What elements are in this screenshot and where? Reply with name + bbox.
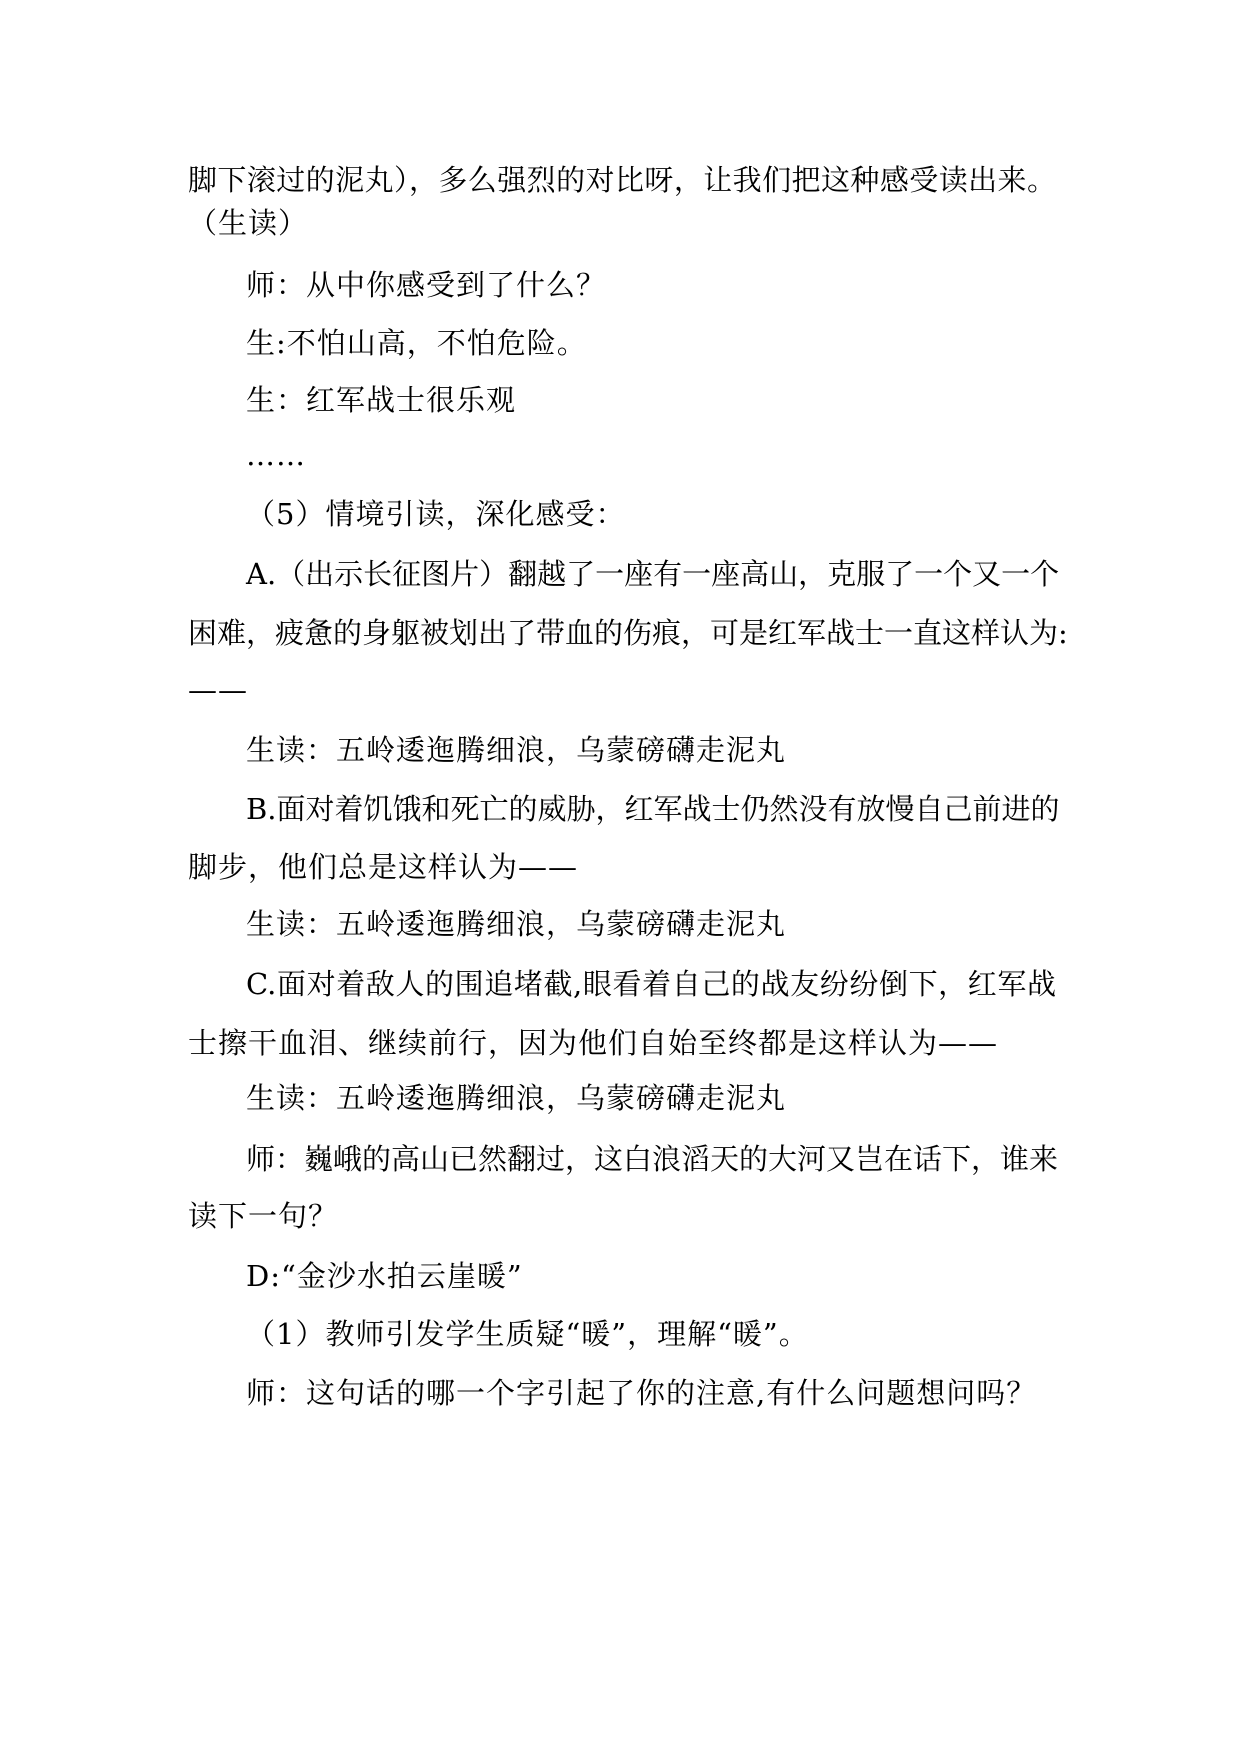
text-line: 生读：五岭逶迤腾细浪，乌蒙磅礴走泥丸 [246,733,787,767]
text-line: 生读：五岭逶迤腾细浪，乌蒙磅礴走泥丸 [246,907,787,941]
text-line: 生:不怕山高，不怕危险。 [246,326,587,360]
text-line: 生：红军战士很乐观 [246,383,517,417]
text-line: A.（出示长征图片）翻越了一座有一座高山，克服了一个又一个 [246,557,1060,591]
text-line: —— [188,673,248,707]
text-line: …… [246,438,306,472]
text-line: 脚步，他们总是这样认为—— [188,850,579,884]
text-line: B.面对着饥饿和死亡的威胁，红军战士仍然没有放慢自己前进的 [246,792,1060,826]
text-line: C.面对着敌人的围追堵截,眼看着自己的战友纷纷倒下，红军战 [246,967,1056,1001]
text-line: 士擦干血泪、继续前行，因为他们自始至终都是这样认为—— [188,1026,999,1060]
text-line: （生读） [188,206,309,240]
text-line: （5）情境引读，深化感受： [246,497,626,531]
text-line: 读下一句？ [188,1199,339,1233]
text-line: （1）教师引发学生质疑“暖”，理解“暖”。 [246,1317,809,1351]
text-line: 脚下滚过的泥丸），多么强烈的对比呀，让我们把这种感受读出来。 [188,163,1056,197]
text-line: 师：巍峨的高山已然翻过，这白浪滔天的大河又岂在话下，谁来 [246,1142,1059,1176]
text-line: 困难，疲惫的身躯被划出了带血的伤痕，可是红军战士一直这样认为: [188,616,1068,650]
text-line: 生读：五岭逶迤腾细浪，乌蒙磅礴走泥丸 [246,1081,787,1115]
text-line: 师：这句话的哪一个字引起了你的注意,有什么问题想问吗？ [246,1376,1037,1410]
text-line: 师：从中你感受到了什么？ [246,268,607,302]
text-line: D:“金沙水拍云崖暖” [246,1259,523,1293]
